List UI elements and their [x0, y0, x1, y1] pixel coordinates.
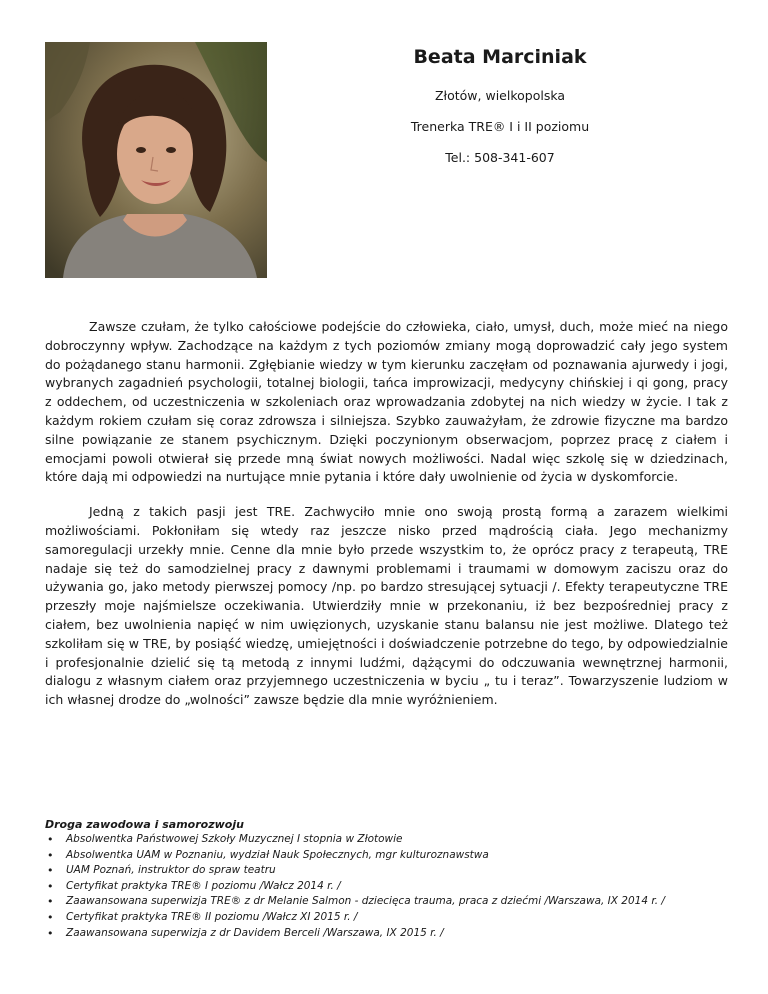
bio-paragraph-2: Jedną z takich pasji jest TRE. Zachwyciło mnie ono swoją prostą formą a zarazem wielkimi możliwościami. Pokłoniłam się wtedy raz jeszcze nisko przed mądrością ciała. Jego mechanizmy samoregulacji urzekły mnie. Cenne dla mnie było przede wszystkim to, że oprócz pracy z terapeutą, TRE nadaje się też do samodzielnej pracy z dawnymi problemami i traumami w domowym zaciszu oraz do używania go, jako metody pierwszej pomocy /np. po bardzo stresującej sytuacji /. Efekty terapeutyczne TRE przeszły moje najśmielsze oczekiwania. Utwierdziły mnie w przekonaniu, iż bez bezpośredniej pracy z ciałem, bez uwolnienia napięć w nim uwięzionych, uzyskanie stanu balansu nie jest możliwe. Dlatego też szkoliłam się w TRE, by posiąść wiedzę, umiejętności i doświadczenie potrzebne do tego, by odpowiedzialnie i profesjonalnie dzielić się tą metodą z innymi ludźmi, dążącymi do odczuwania wewnętrznej harmonii, dialogu z własnym ciałem oraz przyjemnego uczestniczenia w byciu „ tu i teraz”. Towarzyszenie ludziom w ich własnej drodze do „wolności” zawsze będzie dla mnie wyróżnieniem.	[45, 504, 728, 708]
profile-role: Trenerka TRE® I i II poziomu	[410, 119, 590, 134]
list-item: • Certyfikat praktyka TRE® I poziomu /Wałcz 2014 r. /	[47, 879, 341, 893]
list-item: • Absolwentka Państwowej Szkoły Muzycznej I stopnia w Złotowie	[47, 833, 403, 846]
bullet-icon: •	[47, 848, 54, 862]
bullet-icon: •	[47, 926, 54, 940]
profile-header	[360, 42, 640, 166]
profile-photo	[45, 42, 267, 278]
list-item: • Absolwentka UAM w Poznaniu, wydział Nauk Społecznych, mgr kulturoznawstwa	[47, 848, 489, 862]
list-item: • UAM Poznań, instruktor do spraw teatru	[47, 864, 276, 878]
profile-phone: Tel.: 508-341-607	[445, 150, 555, 165]
bullet-icon: •	[47, 833, 54, 846]
bullet-icon: •	[47, 879, 54, 893]
career-list	[45, 832, 735, 941]
list-item: • Zaawansowana superwizja z dr Davidem Berceli /Warszawa, IX 2015 r. /	[47, 926, 444, 940]
bullet-icon: •	[47, 895, 54, 909]
profile-location: Złotów, wielkopolska	[434, 88, 566, 103]
portrait-image	[45, 42, 267, 278]
list-item: • Zaawansowana superwizja TRE® z dr Melanie Salmon - dziecięca trauma, praca z dziećmi /Warszawa, IX 2014 r. /	[47, 895, 665, 909]
bullet-icon: •	[47, 864, 54, 878]
career-section	[45, 817, 735, 941]
career-title: Droga zawodowa i samorozwoju	[45, 818, 244, 831]
bio-paragraph-1: Zawsze czułam, że tylko całościowe podejście do człowieka, ciało, umysł, duch, może mieć na niego dobroczynny wpływ. Zachodzące na każdym z tych poziomów zmiany mogą doprowadzić cały jego system do pożądanego stanu harmonii. Zgłębianie wiedzy w tym kierunku zaczęłam od poznawania ajurwedy i jogi, wybranych zagadnień psychologii, totalnej biologii, tańca improwizacji, medycyny chińskiej i qi gong, pracy z oddechem, od uczestniczenia w szkoleniach oraz wprowadzania zdobytej na nich wiedzy w życie. I tak z każdym rokiem czułam się coraz zdrowsza i silniejsza. Szybko zauważyłam, że zdrowie fizyczne ma bardzo silne powiązanie ze stanem psychicznym. Dzięki poczynionym obserwacjom, poprzez pracę z ciałem i emocjami powoli otwierał się przede mną świat nowych możliwości. Nadal więc szkolę się w dziedzinach, które dają mi odpowiedzi na nurtujące mnie pytania i które dały uwolnienie od życia w dyskomforcie.	[45, 319, 728, 485]
bio-section	[45, 318, 728, 710]
bullet-icon: •	[47, 910, 54, 924]
profile-name: Beata Marciniak	[413, 46, 587, 68]
list-item: • Certyfikat praktyka TRE® II poziomu /Wałcz XI 2015 r. /	[47, 910, 358, 924]
